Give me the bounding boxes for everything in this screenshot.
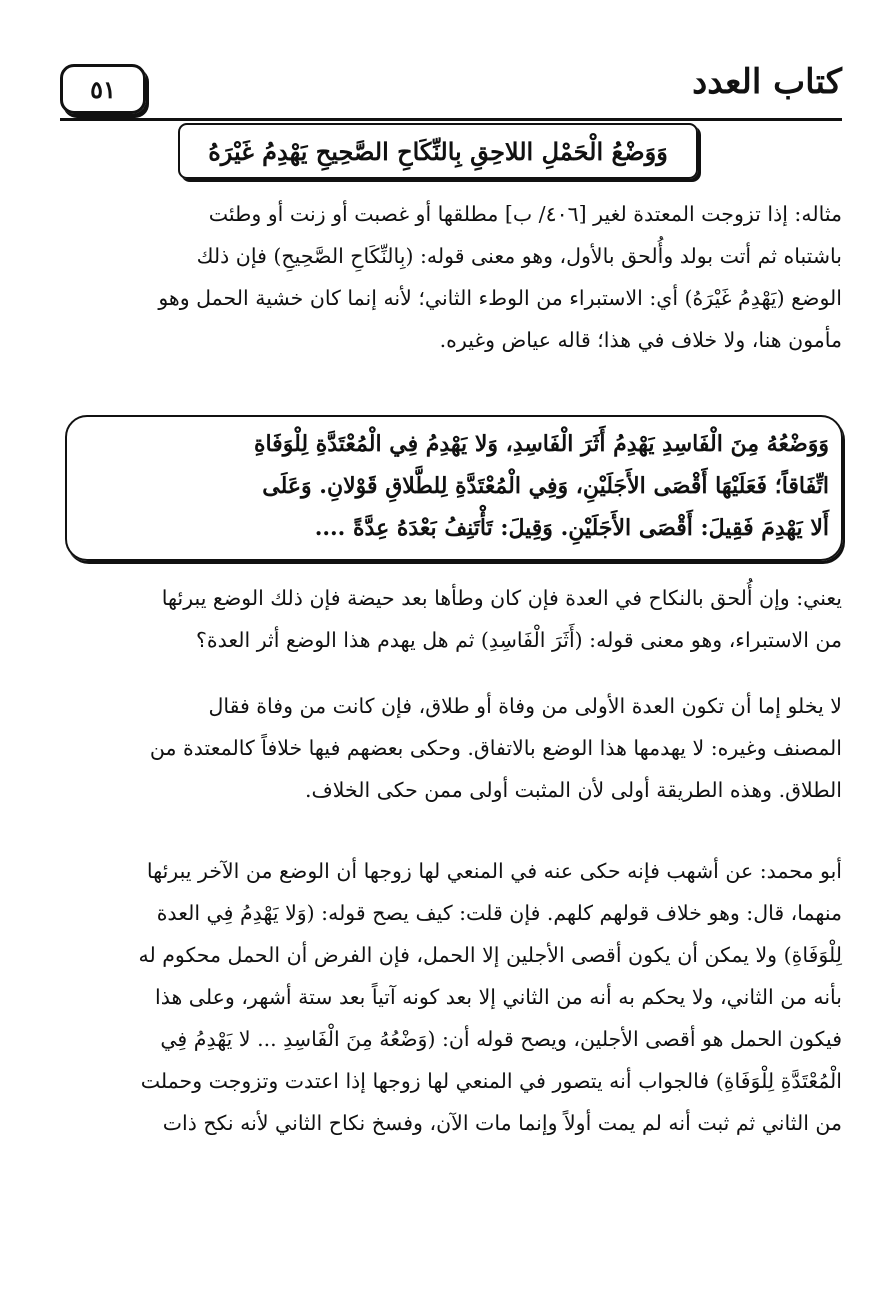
text-line: المصنف وغيره: لا يهدمها هذا الوضع بالاتفاق. وحكى بعضهم فيها خلافاً كالمعتدة من — [149, 736, 842, 760]
page-number-box — [60, 64, 146, 114]
section-heading: وَوَضْعُ الْحَمْلِ اللاحِقِ بِالنِّكَاحِ الصَّحِيحِ يَهْدِمُ غَيْرَهُ — [208, 136, 668, 166]
text-line: منهما، قال: وهو خلاف قولهم كلهم. فإن قلت: كيف يصح قوله: (وَلا يَهْدِمُ فِي العدة — [156, 901, 842, 925]
text-line: الطلاق. وهذه الطريقة أولى لأن المثبت أولى ممن حكى الخلاف. — [305, 778, 842, 802]
matn-text-box — [65, 415, 843, 561]
text-line: من الثاني ثم ثبت أنه لم يمت أولاً وإنما مات الآن، وفسخ نكاح الثاني لأنه نكح ذات — [162, 1111, 842, 1135]
text-line: مثاله: إذا تزوجت المعتدة لغير [٤٠٦/ ب] مطلقها أو غصبت أو زنت أو وطئت — [208, 202, 842, 226]
text-line: يعني: وإن أُلحق بالنكاح في العدة فإن كان وطأها بعد حيضة فإن ذلك الوضع يبرئها — [161, 586, 842, 610]
text-line: الوضع (يَهْدِمُ غَيْرَهُ) أي: الاستبراء من الوطء الثاني؛ لأنه إنما كان خشية الحمل وهو — [158, 286, 842, 310]
section-heading-box — [178, 123, 698, 179]
matn-line: وَوَضْعُهُ مِنَ الْفَاسِدِ يَهْدِمُ أَثَرَ الْفَاسِدِ، وَلا يَهْدِمُ فِي الْمُعْتَدَّةِ لِلْوَفَاةِ — [253, 431, 829, 457]
matn-line: أَلا يَهْدِمَ فَقِيلَ: أَقْصَى الأَجَلَيْنِ. وَقِيلَ: تَأْتَنِفُ بَعْدَهُ عِدَّةً .... — [314, 515, 829, 541]
book-title: كتاب العدد — [692, 62, 842, 102]
paragraph-1 — [60, 193, 842, 361]
text-line: بأنه من الثاني، ولا يحكم به أنه من الثاني إلا بعد كونه آتياً بعد ستة أشهر، وعلى هذا — [155, 985, 842, 1009]
paragraph-3 — [60, 685, 842, 811]
paragraph-4 — [60, 850, 842, 1144]
text-line: فيكون الحمل هو أقصى الأجلين، ويصح قوله أن: (وَضْعُهُ مِنَ الْفَاسِدِ ... لا يَهْدِمُ فِي — [160, 1027, 842, 1051]
text-line: مأمون هنا، ولا خلاف في هذا؛ قاله عياض وغيره. — [439, 328, 842, 352]
page-number: ٥١ — [90, 74, 116, 104]
paragraph-2 — [60, 577, 842, 661]
text-line: لِلْوَفَاةِ) ولا يمكن أن يكون أقصى الأجلين إلا الحمل، فإن الفرض أن الحمل محكوم له — [138, 943, 842, 967]
matn-line: اتِّفَاقاً؛ فَعَلَيْهَا أَقْصَى الأَجَلَيْنِ، وَفِي الْمُعْتَدَّةِ لِلطَّلاقِ قَوْلانِ. وَعَلَى — [262, 473, 829, 499]
page-header — [60, 60, 842, 122]
text-line: أبو محمد: عن أشهب فإنه حكى عنه في المنعي لها زوجها أن الوضع من الآخر يبرئها — [146, 859, 842, 883]
text-line: الْمُعْتَدَّةِ لِلْوَفَاةِ) فالجواب أنه يتصور في المنعي لها زوجها إذا اعتدت وتزوجت وحملت — [140, 1069, 842, 1093]
text-line: لا يخلو إما أن تكون العدة الأولى من وفاة أو طلاق، فإن كانت من وفاة فقال — [208, 694, 842, 718]
text-line: من الاستبراء، وهو معنى قوله: (أَثَرَ الْفَاسِدِ) ثم هل يهدم هذا الوضع أثر العدة؟ — [195, 628, 842, 652]
header-divider — [60, 118, 842, 121]
text-line: باشتباه ثم أتت بولد وأُلحق بالأول، وهو معنى قوله: (بِالنِّكَاحِ الصَّحِيحِ) فإن ذلك — [196, 244, 842, 268]
